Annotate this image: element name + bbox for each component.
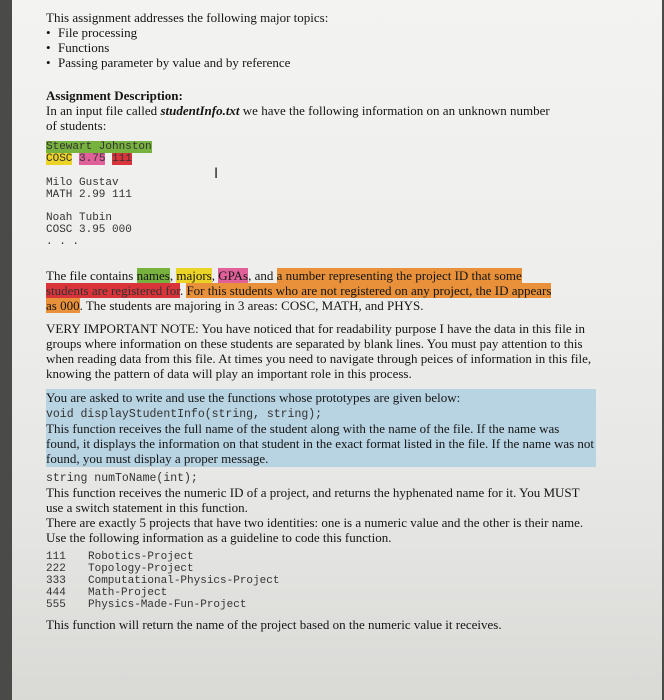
sample-line: COSC 3.95 000 (46, 224, 132, 236)
table-row (46, 575, 279, 587)
project-name: Robotics-Project (88, 551, 194, 563)
function-1-prototype: void displayStudentInfo(string, string); (46, 408, 323, 421)
project-id: 111 (46, 551, 66, 563)
sample-record-3 (46, 212, 596, 248)
para-text: , and (248, 268, 277, 283)
table-row (46, 587, 279, 599)
project-id: 555 (46, 599, 66, 611)
sample-data (46, 141, 596, 248)
sample-name: Stewart Johnston (46, 141, 152, 153)
topic-item: • Passing parameter by value and by reference (46, 55, 596, 70)
project-name: Topology-Project (88, 563, 194, 575)
sample-ellipsis: . . . (46, 236, 80, 248)
functions-intro: You are asked to write and use the functions whose prototypes are given below: (46, 390, 461, 405)
project-table (46, 551, 279, 611)
highlight-registered: students are registered for (46, 283, 180, 298)
file-contents-paragraph (46, 268, 596, 313)
para-text: . (179, 283, 187, 298)
table-row (46, 563, 279, 575)
functions-section (46, 389, 596, 632)
highlight-zeros: as 000 (46, 298, 80, 313)
highlight-unregistered: For this students who are not registered on any project, the ID appears (186, 283, 552, 298)
description-text-c: of students: (46, 118, 107, 133)
project-id: 333 (46, 575, 66, 587)
description-text-a: In an input file called (46, 103, 161, 118)
sample-record-1 (46, 141, 596, 165)
closing-sentence: This function will return the name of the project based on the numeric value it receives. (46, 617, 502, 632)
function-1-block (46, 389, 596, 467)
highlight-gpas: GPAs (218, 268, 249, 283)
description-text (46, 103, 596, 133)
function-1-description: This function receives the full name of the student along with the name of the file. If the name was found, it displays the information on that student in the exact format listed in the file. If the name was not found, you must display a proper message. (46, 421, 595, 466)
table-row (46, 551, 279, 563)
para-text: The file contains (46, 268, 137, 283)
text-cursor-icon: I (214, 166, 219, 182)
sample-major: COSC (46, 153, 73, 165)
topic-item: • File processing (46, 25, 596, 40)
function-2-guideline: There are exactly 5 projects that have two identities: one is a numeric value and the other is their name. Use the following information as a guideline to code this function. (46, 515, 584, 545)
filename: studentInfo.txt (160, 103, 240, 118)
project-name: Math-Project (88, 587, 168, 599)
project-name: Physics-Made-Fun-Project (88, 599, 247, 611)
topics-heading: This assignment addresses the following major topics: (46, 10, 329, 25)
para-text: . The students are majoring in 3 areas: COSC, MATH, and PHYS. (79, 298, 424, 313)
document-page (12, 0, 662, 700)
highlight-project-id: a number representing the project ID that some (276, 268, 522, 283)
topic-item: • Functions (46, 40, 596, 55)
sample-record-2 (46, 177, 596, 201)
sample-name: Noah Tubin (46, 212, 113, 224)
project-name: Computational-Physics-Project (88, 575, 280, 587)
para-text: , (211, 268, 219, 283)
topics-list (46, 25, 596, 70)
highlight-majors: majors (176, 268, 212, 283)
sample-name: Milo Gustav (46, 177, 119, 189)
project-id: 444 (46, 587, 66, 599)
description-text-b: we have the following information on an unknown number (239, 103, 550, 118)
function-2-prototype: string numToName(int); (46, 472, 198, 485)
project-id: 222 (46, 563, 66, 575)
document-content (46, 10, 596, 632)
description-title: Assignment Description: (46, 88, 183, 103)
sample-gpa: 3.75 (79, 153, 106, 165)
table-row (46, 599, 279, 611)
para-text: , (169, 268, 177, 283)
important-note: VERY IMPORTANT NOTE: You have noticed that for readability purpose I have the data in this file in groups where information on these students are separated by blank lines. You must pay attention to this when reading data from this file. At times you need to navigate through peices of information in this file, knowing the pattern of data will play an important role in this process. (46, 321, 592, 381)
sample-line: MATH 2.99 111 (46, 189, 132, 201)
sample-id: 111 (112, 153, 132, 165)
highlight-names: names (136, 268, 170, 283)
function-2-description: This function receives the numeric ID of a project, and returns the hyphenated name for it. You MUST use a switch statement in this function. (46, 485, 580, 515)
